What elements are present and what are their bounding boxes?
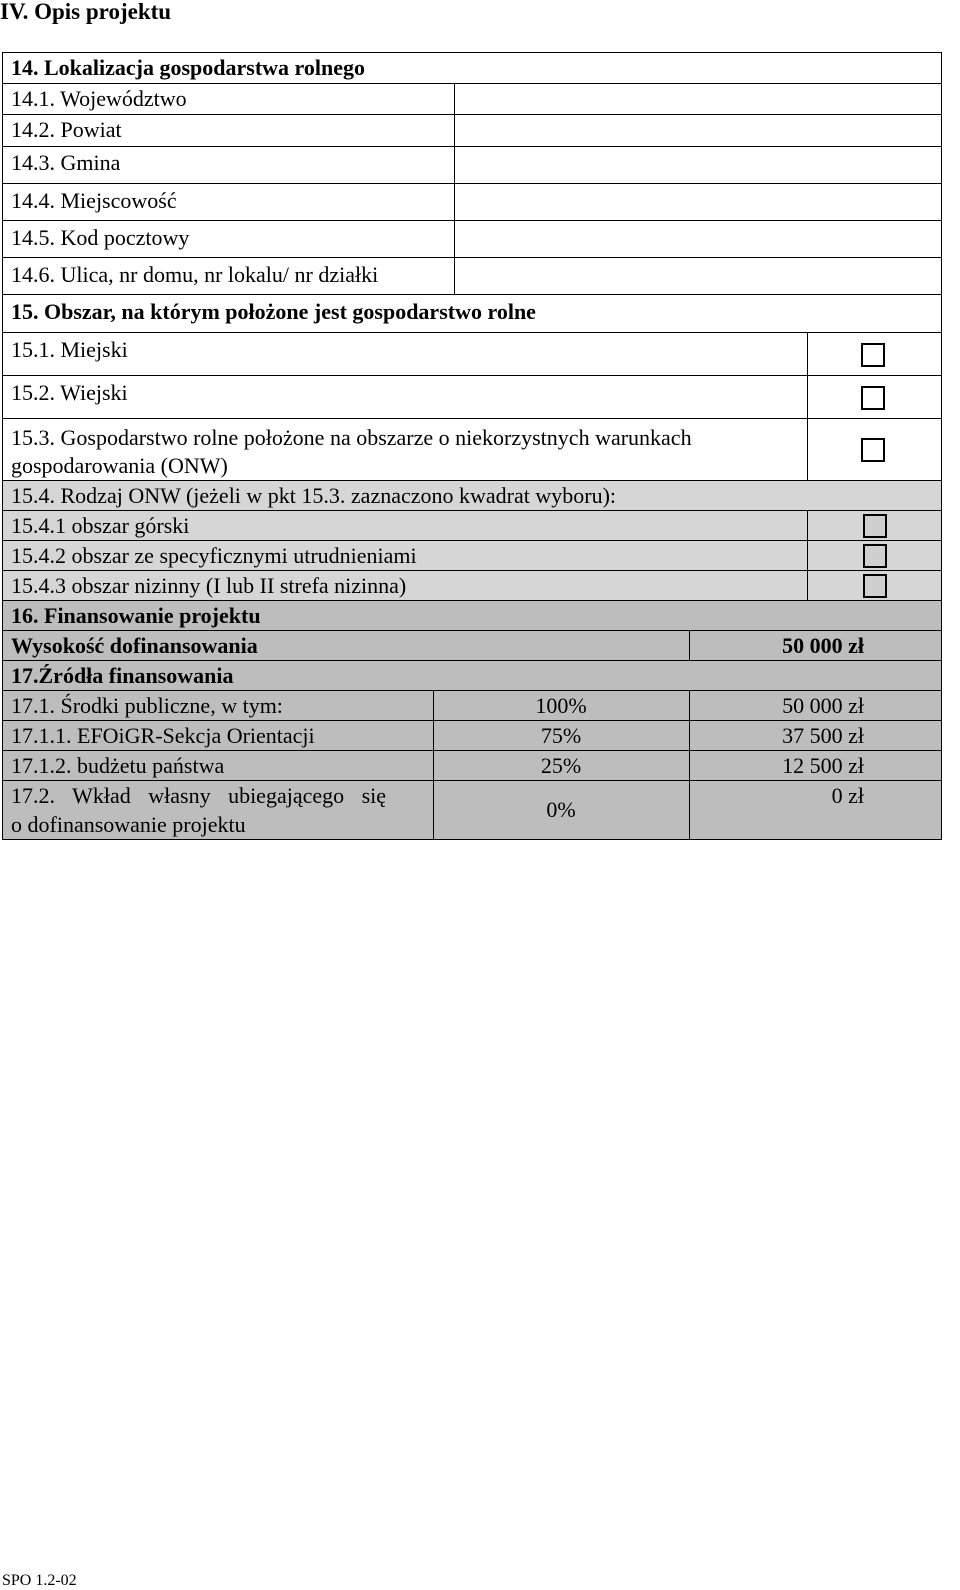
row-label: 15.1. Miejski	[11, 337, 128, 362]
rural-checkbox[interactable]	[861, 386, 885, 410]
s14-header: 14. Lokalizacja gospodarstwa rolnego	[11, 55, 366, 80]
percent-cell: 25%	[540, 753, 582, 778]
funding-amount: 50 000 zł	[782, 633, 864, 658]
row-label: 15.3. Gospodarstwo rolne położone na obszarze o niekorzystnych warunkach	[11, 425, 692, 450]
table-row	[2, 780, 942, 840]
table-row	[2, 630, 942, 661]
row-label: 15.4.3 obszar nizinny (I lub II strefa nizinna)	[11, 573, 407, 598]
onw-checkbox[interactable]	[861, 438, 885, 462]
row-label: 15.4.1 obszar górski	[11, 513, 190, 538]
table-row	[2, 720, 942, 751]
row-label: o dofinansowanie projektu	[11, 812, 246, 837]
own-contribution-label: 17.2. Wkład własny ubiegającego się	[11, 783, 387, 808]
page-footer: SPO 1.2-02	[2, 1572, 77, 1589]
row-label: 14.2. Powiat	[11, 117, 122, 142]
s16-header: 16. Finansowanie projektu	[11, 603, 261, 628]
amount-cell: 37 500 zł	[782, 723, 864, 748]
section-title: IV. Opis projektu	[0, 0, 172, 24]
table-row	[2, 332, 942, 376]
row-label: 14.6. Ulica, nr domu, nr lokalu/ nr działki	[11, 262, 379, 287]
s15-header: 15. Obszar, na którym położone jest gospodarstwo rolne	[11, 299, 536, 324]
percent-cell: 75%	[540, 723, 582, 748]
row-label: 14.5. Kod pocztowy	[11, 225, 190, 250]
row-label: 17.1.1. EFOiGR-Sekcja Orientacji	[11, 723, 315, 748]
table-row	[2, 257, 942, 295]
mountain-area-checkbox[interactable]	[863, 514, 887, 538]
table-row	[2, 375, 942, 419]
table-row	[2, 418, 942, 481]
s14-header-row	[2, 52, 942, 84]
row-label: 15.2. Wiejski	[11, 380, 128, 405]
row-label: 14.4. Miejscowość	[11, 188, 177, 213]
s15-header-row	[2, 294, 942, 333]
table-row	[2, 183, 942, 221]
table-row	[2, 540, 942, 571]
row-label: 14.1. Województwo	[11, 86, 187, 111]
table-row	[2, 220, 942, 258]
percent-cell: 0%	[546, 797, 576, 822]
row-label: gospodarowania (ONW)	[11, 453, 228, 478]
row-label: Wysokość dofinansowania	[11, 633, 258, 658]
row-label: 17.1.2. budżetu państwa	[11, 753, 225, 778]
percent-cell: 100%	[535, 693, 587, 718]
table-row	[2, 510, 942, 541]
amount-cell: 0 zł	[831, 783, 864, 808]
table-row	[2, 480, 942, 511]
table-row	[2, 146, 942, 184]
row-label: 17.1. Środki publiczne, w tym:	[11, 693, 283, 718]
own-contribution-line1	[11, 783, 427, 809]
table-row	[2, 114, 942, 147]
s17-header-row	[2, 660, 942, 691]
amount-cell: 50 000 zł	[782, 693, 864, 718]
s16-header-row	[2, 600, 942, 631]
table-row	[2, 750, 942, 781]
row-label: 15.4.2 obszar ze specyficznymi utrudnieniami	[11, 543, 417, 568]
table-row	[2, 690, 942, 721]
table-row	[2, 83, 942, 115]
row-label: 14.3. Gmina	[11, 150, 121, 175]
urban-checkbox[interactable]	[861, 343, 885, 367]
lowland-area-checkbox[interactable]	[863, 574, 887, 598]
amount-cell: 12 500 zł	[782, 753, 864, 778]
table-row	[2, 570, 942, 601]
row-label: 15.4. Rodzaj ONW (jeżeli w pkt 15.3. zaznaczono kwadrat wyboru):	[11, 483, 617, 508]
s17-header: 17.Źródła finansowania	[11, 663, 234, 688]
specific-difficulties-checkbox[interactable]	[863, 544, 887, 568]
